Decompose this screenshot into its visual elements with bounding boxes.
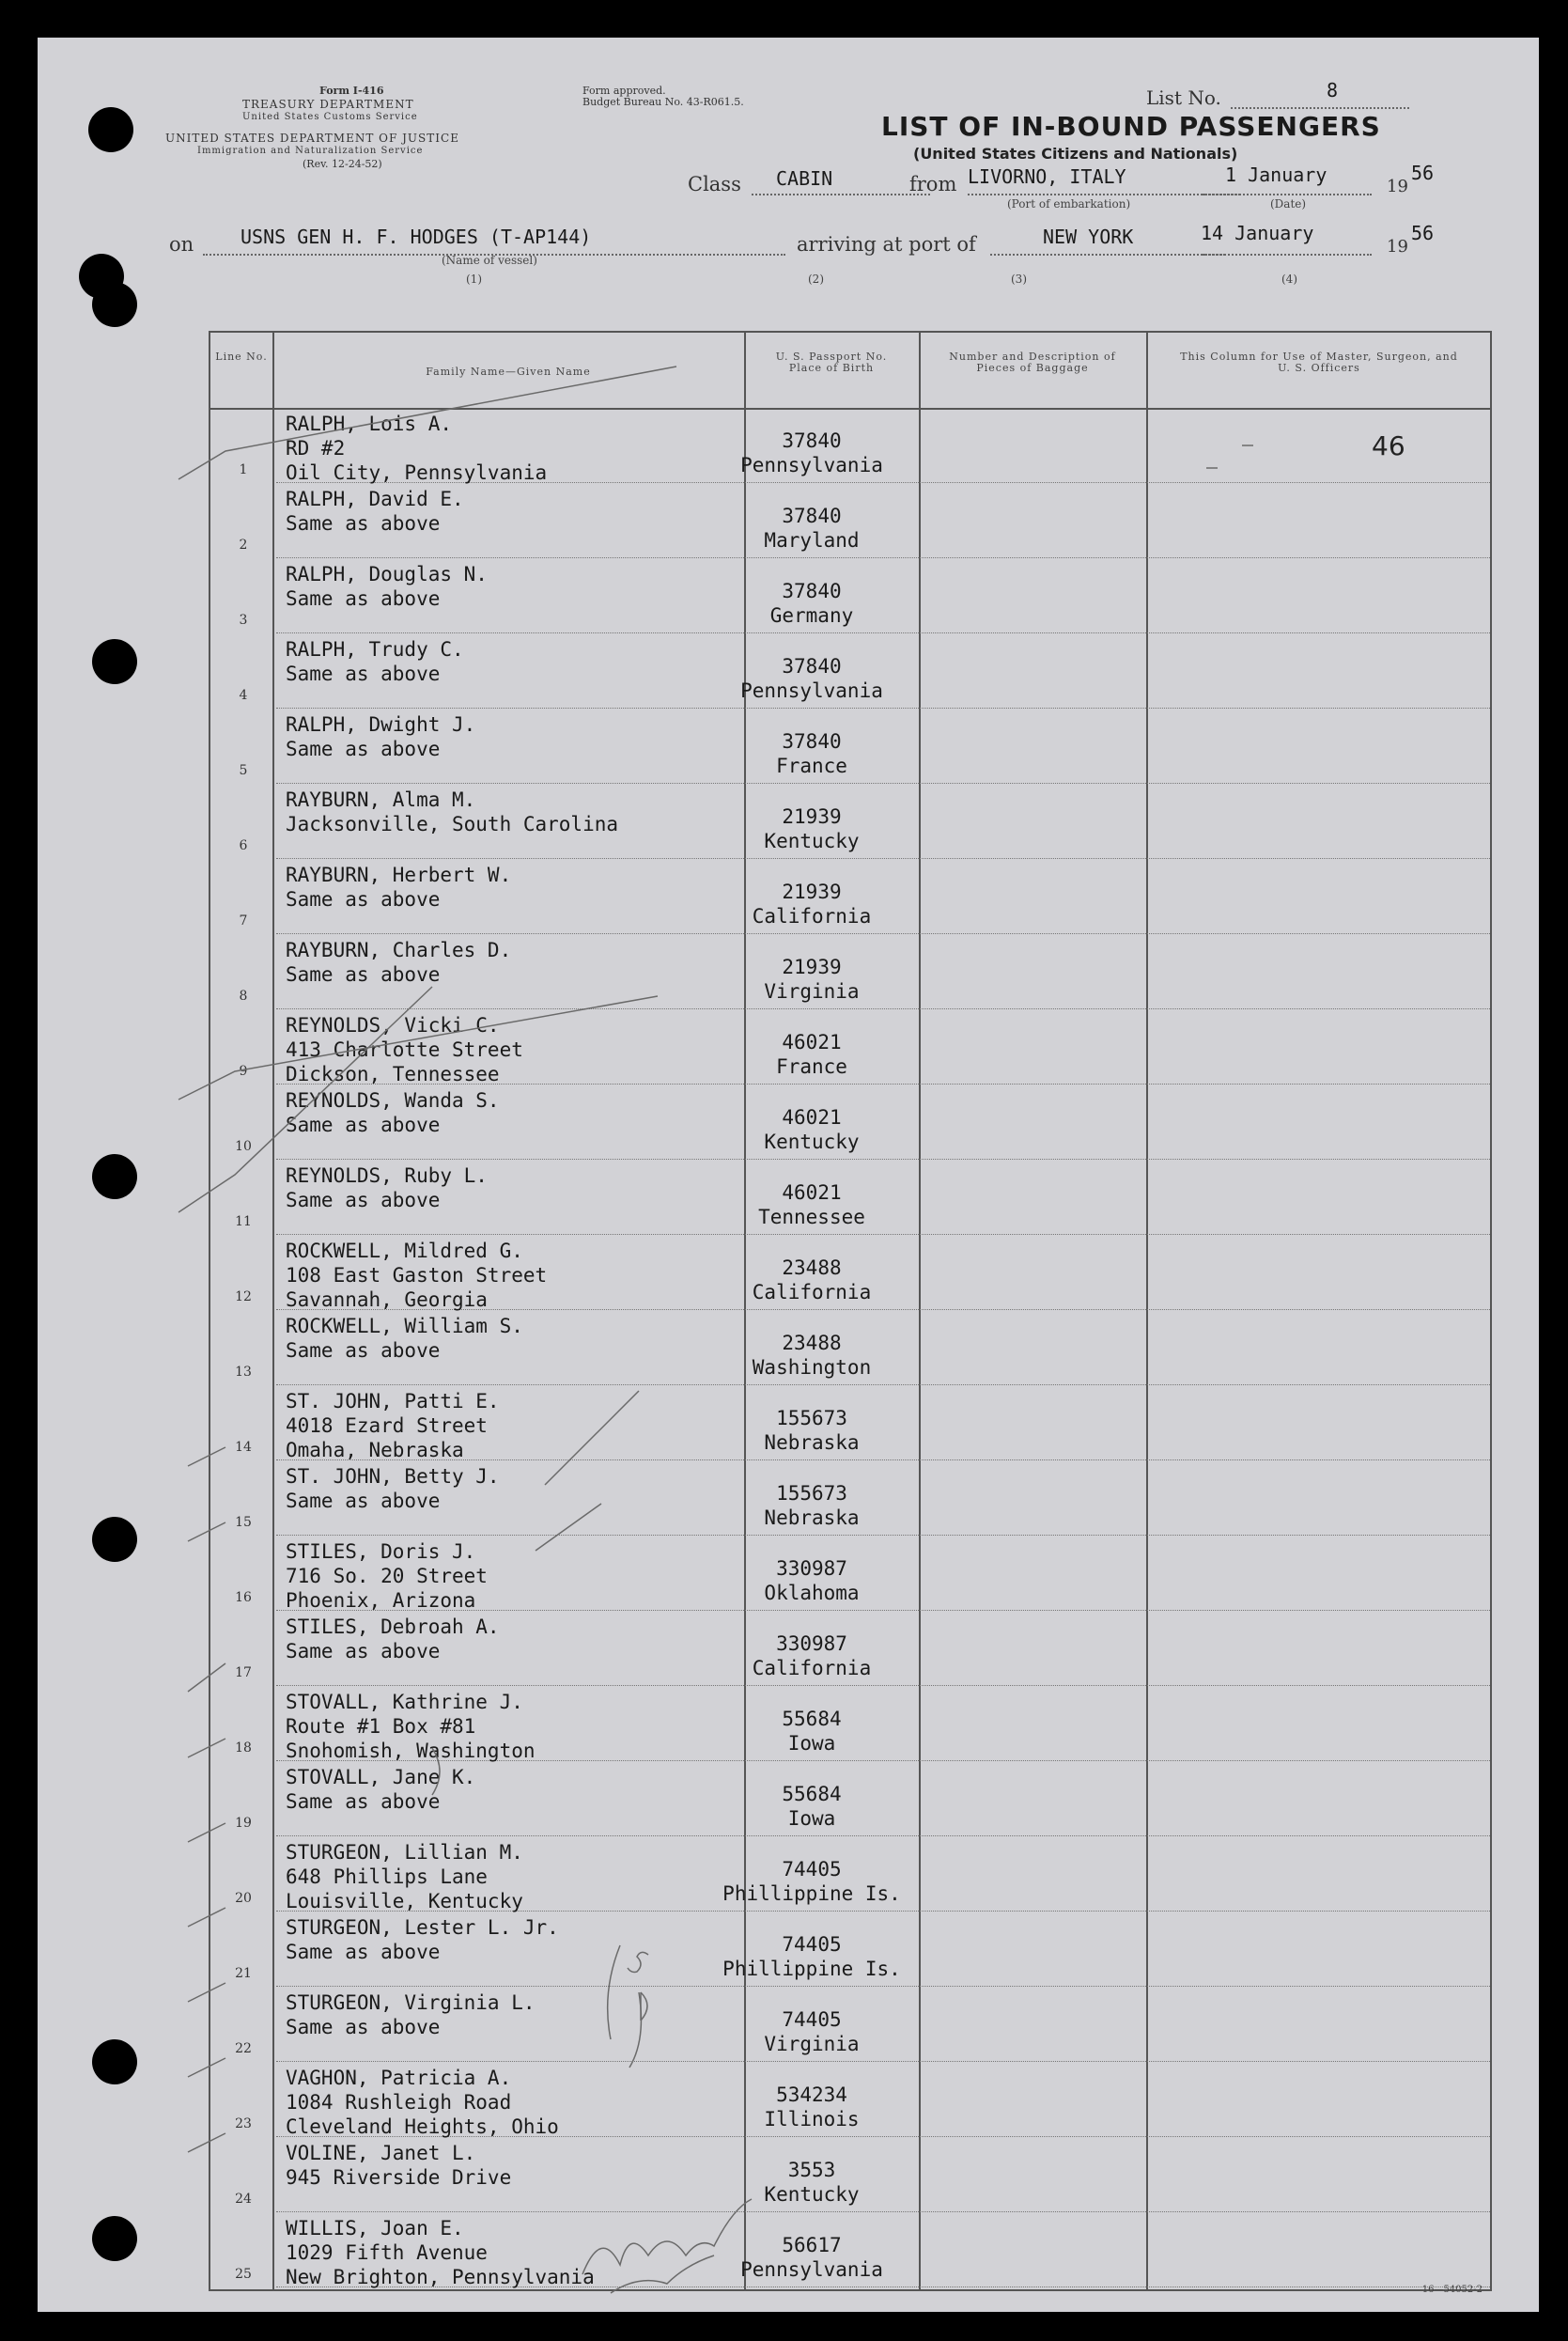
embarkation-port: LIVORNO, ITALY	[968, 165, 1126, 188]
line-number: 9	[239, 1064, 248, 1079]
col-num-1: (1)	[466, 273, 482, 286]
place-of-birth: Phillippine Is.	[722, 1882, 901, 1905]
departure-year: 56	[1411, 162, 1435, 184]
dept-justice: UNITED STATES DEPARTMENT OF JUSTICE	[165, 132, 459, 145]
table-row	[210, 1085, 1490, 1160]
arrival-date-line	[1203, 254, 1372, 256]
table-row	[210, 1160, 1490, 1235]
table-row	[210, 1310, 1490, 1385]
punch-hole	[92, 1517, 137, 1562]
from-line	[968, 194, 1240, 195]
line-number: 14	[235, 1440, 252, 1455]
place-of-birth: Kentucky	[764, 830, 860, 852]
line-number: 5	[239, 763, 248, 778]
passenger-address: Same as above	[286, 1490, 441, 1512]
list-no-line	[1231, 107, 1409, 109]
passenger-name: STURGEON, Lester L. Jr.	[286, 1916, 559, 1939]
place-of-birth: California	[752, 905, 872, 928]
passport-number: 74405	[782, 1858, 842, 1881]
manifest-page	[38, 38, 1539, 2312]
table-row	[210, 709, 1490, 784]
passenger-name: RALPH, Lois A.	[286, 413, 453, 435]
place-of-birth: Pennsylvania	[740, 2258, 883, 2281]
passenger-name: RALPH, David E.	[286, 488, 464, 510]
class-line	[752, 194, 930, 195]
passenger-address: 648 Phillips Lane	[286, 1865, 488, 1888]
arrival-year: 56	[1411, 222, 1435, 244]
table-row	[210, 1385, 1490, 1460]
table-row	[210, 2062, 1490, 2137]
page-subtitle: (United States Citizens and Nationals)	[913, 145, 1238, 163]
passenger-address: 716 So. 20 Street	[286, 1565, 488, 1587]
table-row	[210, 1686, 1490, 1761]
place-of-birth: California	[752, 1281, 872, 1303]
passenger-address: Same as above	[286, 512, 441, 535]
passenger-name: ST. JOHN, Patti E.	[286, 1390, 500, 1412]
list-no-value: 8	[1327, 79, 1339, 101]
passenger-name: RAYBURN, Alma M.	[286, 788, 476, 811]
footer-code: 16—54052-2	[1421, 2285, 1483, 2295]
dept-treasury: TREASURY DEPARTMENT	[242, 98, 414, 111]
table-row	[210, 1912, 1490, 1987]
place-of-birth: Iowa	[787, 1732, 836, 1755]
year-prefix: 19	[1387, 177, 1408, 196]
place-of-birth: Pennsylvania	[740, 679, 883, 702]
passenger-address: 108 East Gaston Street	[286, 1264, 548, 1287]
punch-hole	[92, 1154, 137, 1199]
table-row	[210, 1611, 1490, 1686]
punch-hole	[92, 2039, 137, 2084]
place-of-birth: Kentucky	[764, 1131, 860, 1153]
place-of-birth: France	[776, 755, 847, 777]
place-of-birth: Tennessee	[758, 1206, 865, 1228]
passenger-name: STOVALL, Kathrine J.	[286, 1691, 523, 1713]
line-number: 25	[235, 2267, 252, 2282]
col-header-baggage: Number and Description of Pieces of Baggage	[949, 351, 1116, 374]
passenger-name: RALPH, Trudy C.	[286, 638, 464, 661]
punch-hole	[92, 639, 137, 684]
table-row	[210, 1836, 1490, 1912]
line-number: 21	[235, 1966, 252, 1981]
form-approved: Form approved.	[582, 85, 666, 97]
page-title: LIST OF IN-BOUND PASSENGERS	[881, 111, 1381, 142]
passenger-address: Cleveland Heights, Ohio	[286, 2115, 559, 2138]
passport-number: 37840	[782, 655, 842, 678]
passenger-name: RALPH, Dwight J.	[286, 713, 476, 736]
passenger-name: REYNOLDS, Vicki C.	[286, 1014, 500, 1037]
passport-number: 21939	[782, 805, 842, 828]
passenger-address: 1029 Fifth Avenue	[286, 2241, 488, 2264]
passport-number: 21939	[782, 881, 842, 903]
passenger-name: RALPH, Douglas N.	[286, 563, 488, 585]
passenger-name: REYNOLDS, Ruby L.	[286, 1164, 488, 1187]
passport-number: 155673	[776, 1482, 847, 1505]
passport-number: 56617	[782, 2234, 842, 2256]
passport-number: 23488	[782, 1332, 842, 1354]
place-of-birth: France	[776, 1055, 847, 1078]
passport-number: 46021	[782, 1181, 842, 1204]
passenger-address: Same as above	[286, 663, 441, 685]
vessel-name: USNS GEN H. F. HODGES (T-AP144)	[241, 226, 592, 248]
place-of-birth: Washington	[752, 1356, 872, 1379]
passport-number: 330987	[776, 1557, 847, 1580]
table-row	[210, 859, 1490, 934]
table-row	[210, 483, 1490, 558]
line-number: 18	[235, 1740, 252, 1756]
table-row	[210, 934, 1490, 1009]
table-row	[210, 1460, 1490, 1536]
table-row	[210, 1009, 1490, 1085]
table-row	[210, 1235, 1490, 1310]
passenger-name: WILLIS, Joan E.	[286, 2217, 464, 2240]
line-number: 7	[239, 913, 248, 929]
passenger-address: Same as above	[286, 1640, 441, 1662]
date-caption: (Date)	[1270, 197, 1307, 211]
passenger-address: Same as above	[286, 888, 441, 911]
line-number: 12	[235, 1289, 252, 1304]
on-label: on	[169, 233, 194, 256]
line-number: 24	[235, 2192, 252, 2207]
passenger-name: ROCKWELL, William S.	[286, 1315, 523, 1337]
from-label: from	[909, 173, 957, 195]
passport-number: 74405	[782, 1933, 842, 1956]
place-of-birth: Virginia	[764, 980, 860, 1003]
depart-date-line	[1203, 194, 1372, 195]
passenger-table	[209, 331, 1492, 2291]
passenger-address: Same as above	[286, 1114, 441, 1136]
passenger-address: 4018 Ezard Street	[286, 1414, 488, 1437]
passenger-address: Same as above	[286, 1941, 441, 1963]
official-note: 46	[1372, 430, 1405, 461]
punch-hole	[92, 282, 137, 327]
passenger-address: Same as above	[286, 1790, 441, 1813]
table-row	[210, 1987, 1490, 2062]
table-row	[210, 633, 1490, 709]
line-number: 11	[235, 1214, 252, 1229]
passenger-name: STILES, Doris J.	[286, 1540, 476, 1563]
passport-number: 46021	[782, 1106, 842, 1129]
arrival-date: 14 January	[1201, 222, 1314, 244]
arrival-port: NEW YORK	[1043, 226, 1134, 248]
passenger-name: RAYBURN, Herbert W.	[286, 864, 512, 886]
line-number: 15	[235, 1515, 252, 1530]
passenger-address: 1084 Rushleigh Road	[286, 2091, 512, 2114]
class-label: Class	[688, 173, 741, 195]
passenger-address: Route #1 Box #81	[286, 1715, 476, 1738]
passenger-address: RD #2	[286, 437, 346, 460]
budget-bureau: Budget Bureau No. 43-R061.5.	[582, 96, 744, 108]
col-header-name: Family Name—Given Name	[426, 366, 591, 378]
arrival-port-line	[990, 254, 1225, 256]
passenger-address: Omaha, Nebraska	[286, 1439, 464, 1461]
passport-number: 74405	[782, 2008, 842, 2031]
passport-number: 46021	[782, 1031, 842, 1053]
revision: (Rev. 12-24-52)	[303, 158, 382, 170]
class-value: CABIN	[776, 167, 833, 190]
passenger-address: Snohomish, Washington	[286, 1740, 536, 1762]
passenger-address: Louisville, Kentucky	[286, 1890, 523, 1912]
place-of-birth: California	[752, 1657, 872, 1679]
passenger-address: Same as above	[286, 587, 441, 610]
passport-number: 37840	[782, 580, 842, 602]
passenger-address: Same as above	[286, 963, 441, 986]
passport-number: 534234	[776, 2083, 847, 2106]
passport-number: 330987	[776, 1632, 847, 1655]
passport-number: 37840	[782, 730, 842, 753]
place-of-birth: Germany	[769, 604, 854, 627]
line-number: 4	[239, 688, 248, 703]
place-of-birth: Phillippine Is.	[722, 1958, 901, 1980]
year-prefix-2: 19	[1387, 237, 1408, 257]
col-num-4: (4)	[1281, 273, 1297, 286]
form-number: Form I-416	[319, 85, 384, 97]
line-number: 19	[235, 1816, 252, 1831]
place-of-birth: Oklahoma	[764, 1582, 860, 1604]
col-header-officers: This Column for Use of Master, Surgeon, and U. S. Officers	[1180, 351, 1458, 374]
passport-number: 55684	[782, 1708, 842, 1730]
passenger-address: 413 Charlotte Street	[286, 1038, 523, 1061]
dept-justice-sub: Immigration and Naturalization Service	[197, 146, 424, 156]
passenger-address: Phoenix, Arizona	[286, 1589, 476, 1612]
table-row	[210, 2137, 1490, 2212]
arriving-label: arriving at port of	[797, 233, 976, 256]
line-number: 1	[239, 462, 248, 477]
punch-hole	[88, 107, 133, 152]
line-number: 10	[235, 1139, 252, 1154]
table-row	[210, 2212, 1490, 2287]
place-of-birth: Nebraska	[764, 1431, 860, 1454]
passenger-name: STOVALL, Jane K.	[286, 1766, 476, 1788]
line-number: 3	[239, 613, 248, 628]
line-number: 20	[235, 1891, 252, 1906]
passenger-name: ROCKWELL, Mildred G.	[286, 1240, 523, 1262]
passport-number: 55684	[782, 1783, 842, 1805]
passenger-address: New Brighton, Pennsylvania	[286, 2266, 595, 2288]
vessel-caption: (Name of vessel)	[442, 254, 537, 267]
place-of-birth: Illinois	[764, 2108, 860, 2130]
passenger-name: VAGHON, Patricia A.	[286, 2067, 512, 2089]
passport-number: 21939	[782, 956, 842, 978]
line-number: 23	[235, 2116, 252, 2131]
line-number: 2	[239, 538, 248, 553]
passport-number: 155673	[776, 1407, 847, 1429]
dept-treasury-sub: United States Customs Service	[242, 112, 418, 122]
place-of-birth: Nebraska	[764, 1506, 860, 1529]
passport-number: 37840	[782, 429, 842, 452]
line-number: 6	[239, 838, 248, 853]
line-number: 8	[239, 989, 248, 1004]
passenger-address: Savannah, Georgia	[286, 1288, 488, 1311]
passenger-name: STURGEON, Lillian M.	[286, 1841, 523, 1864]
list-no-label: List No.	[1146, 86, 1221, 109]
table-row	[210, 784, 1490, 859]
line-number: 17	[235, 1665, 252, 1680]
passenger-name: ST. JOHN, Betty J.	[286, 1465, 500, 1488]
place-of-birth: Maryland	[764, 529, 860, 552]
line-number: 22	[235, 2041, 252, 2056]
passenger-name: RAYBURN, Charles D.	[286, 939, 512, 961]
line-number: 13	[235, 1365, 252, 1380]
place-of-birth: Iowa	[787, 1807, 836, 1830]
passenger-name: REYNOLDS, Wanda S.	[286, 1089, 500, 1112]
col-num-3: (3)	[1011, 273, 1027, 286]
passenger-name: VOLINE, Janet L.	[286, 2142, 476, 2164]
table-row	[210, 408, 1490, 483]
place-of-birth: Kentucky	[764, 2183, 860, 2206]
passenger-address: Jacksonville, South Carolina	[286, 813, 619, 835]
passenger-address: Same as above	[286, 1339, 441, 1362]
departure-date: 1 January	[1225, 164, 1327, 186]
passenger-name: STILES, Debroah A.	[286, 1615, 500, 1638]
table-row	[210, 1761, 1490, 1836]
punch-hole	[92, 2216, 137, 2261]
col-header-passport: U. S. Passport No. Place of Birth	[775, 351, 888, 374]
line-number: 16	[235, 1590, 252, 1605]
passport-number: 23488	[782, 1256, 842, 1279]
passenger-address: Oil City, Pennsylvania	[286, 461, 548, 484]
passenger-address: Same as above	[286, 2016, 441, 2038]
table-row	[210, 1536, 1490, 1611]
place-of-birth: Pennsylvania	[740, 454, 883, 476]
passport-number: 3553	[787, 2159, 836, 2181]
passenger-address: Same as above	[286, 738, 441, 760]
passenger-address: Same as above	[286, 1189, 441, 1211]
col-num-2: (2)	[808, 273, 824, 286]
passenger-address: 945 Riverside Drive	[286, 2166, 512, 2189]
passenger-name: STURGEON, Virginia L.	[286, 1991, 536, 2014]
port-embarkation-caption: (Port of embarkation)	[1007, 197, 1131, 211]
passport-number: 37840	[782, 505, 842, 527]
col-header-line-no: Line No.	[215, 351, 268, 363]
table-row	[210, 558, 1490, 633]
place-of-birth: Virginia	[764, 2033, 860, 2055]
passenger-address: Dickson, Tennessee	[286, 1063, 500, 1085]
